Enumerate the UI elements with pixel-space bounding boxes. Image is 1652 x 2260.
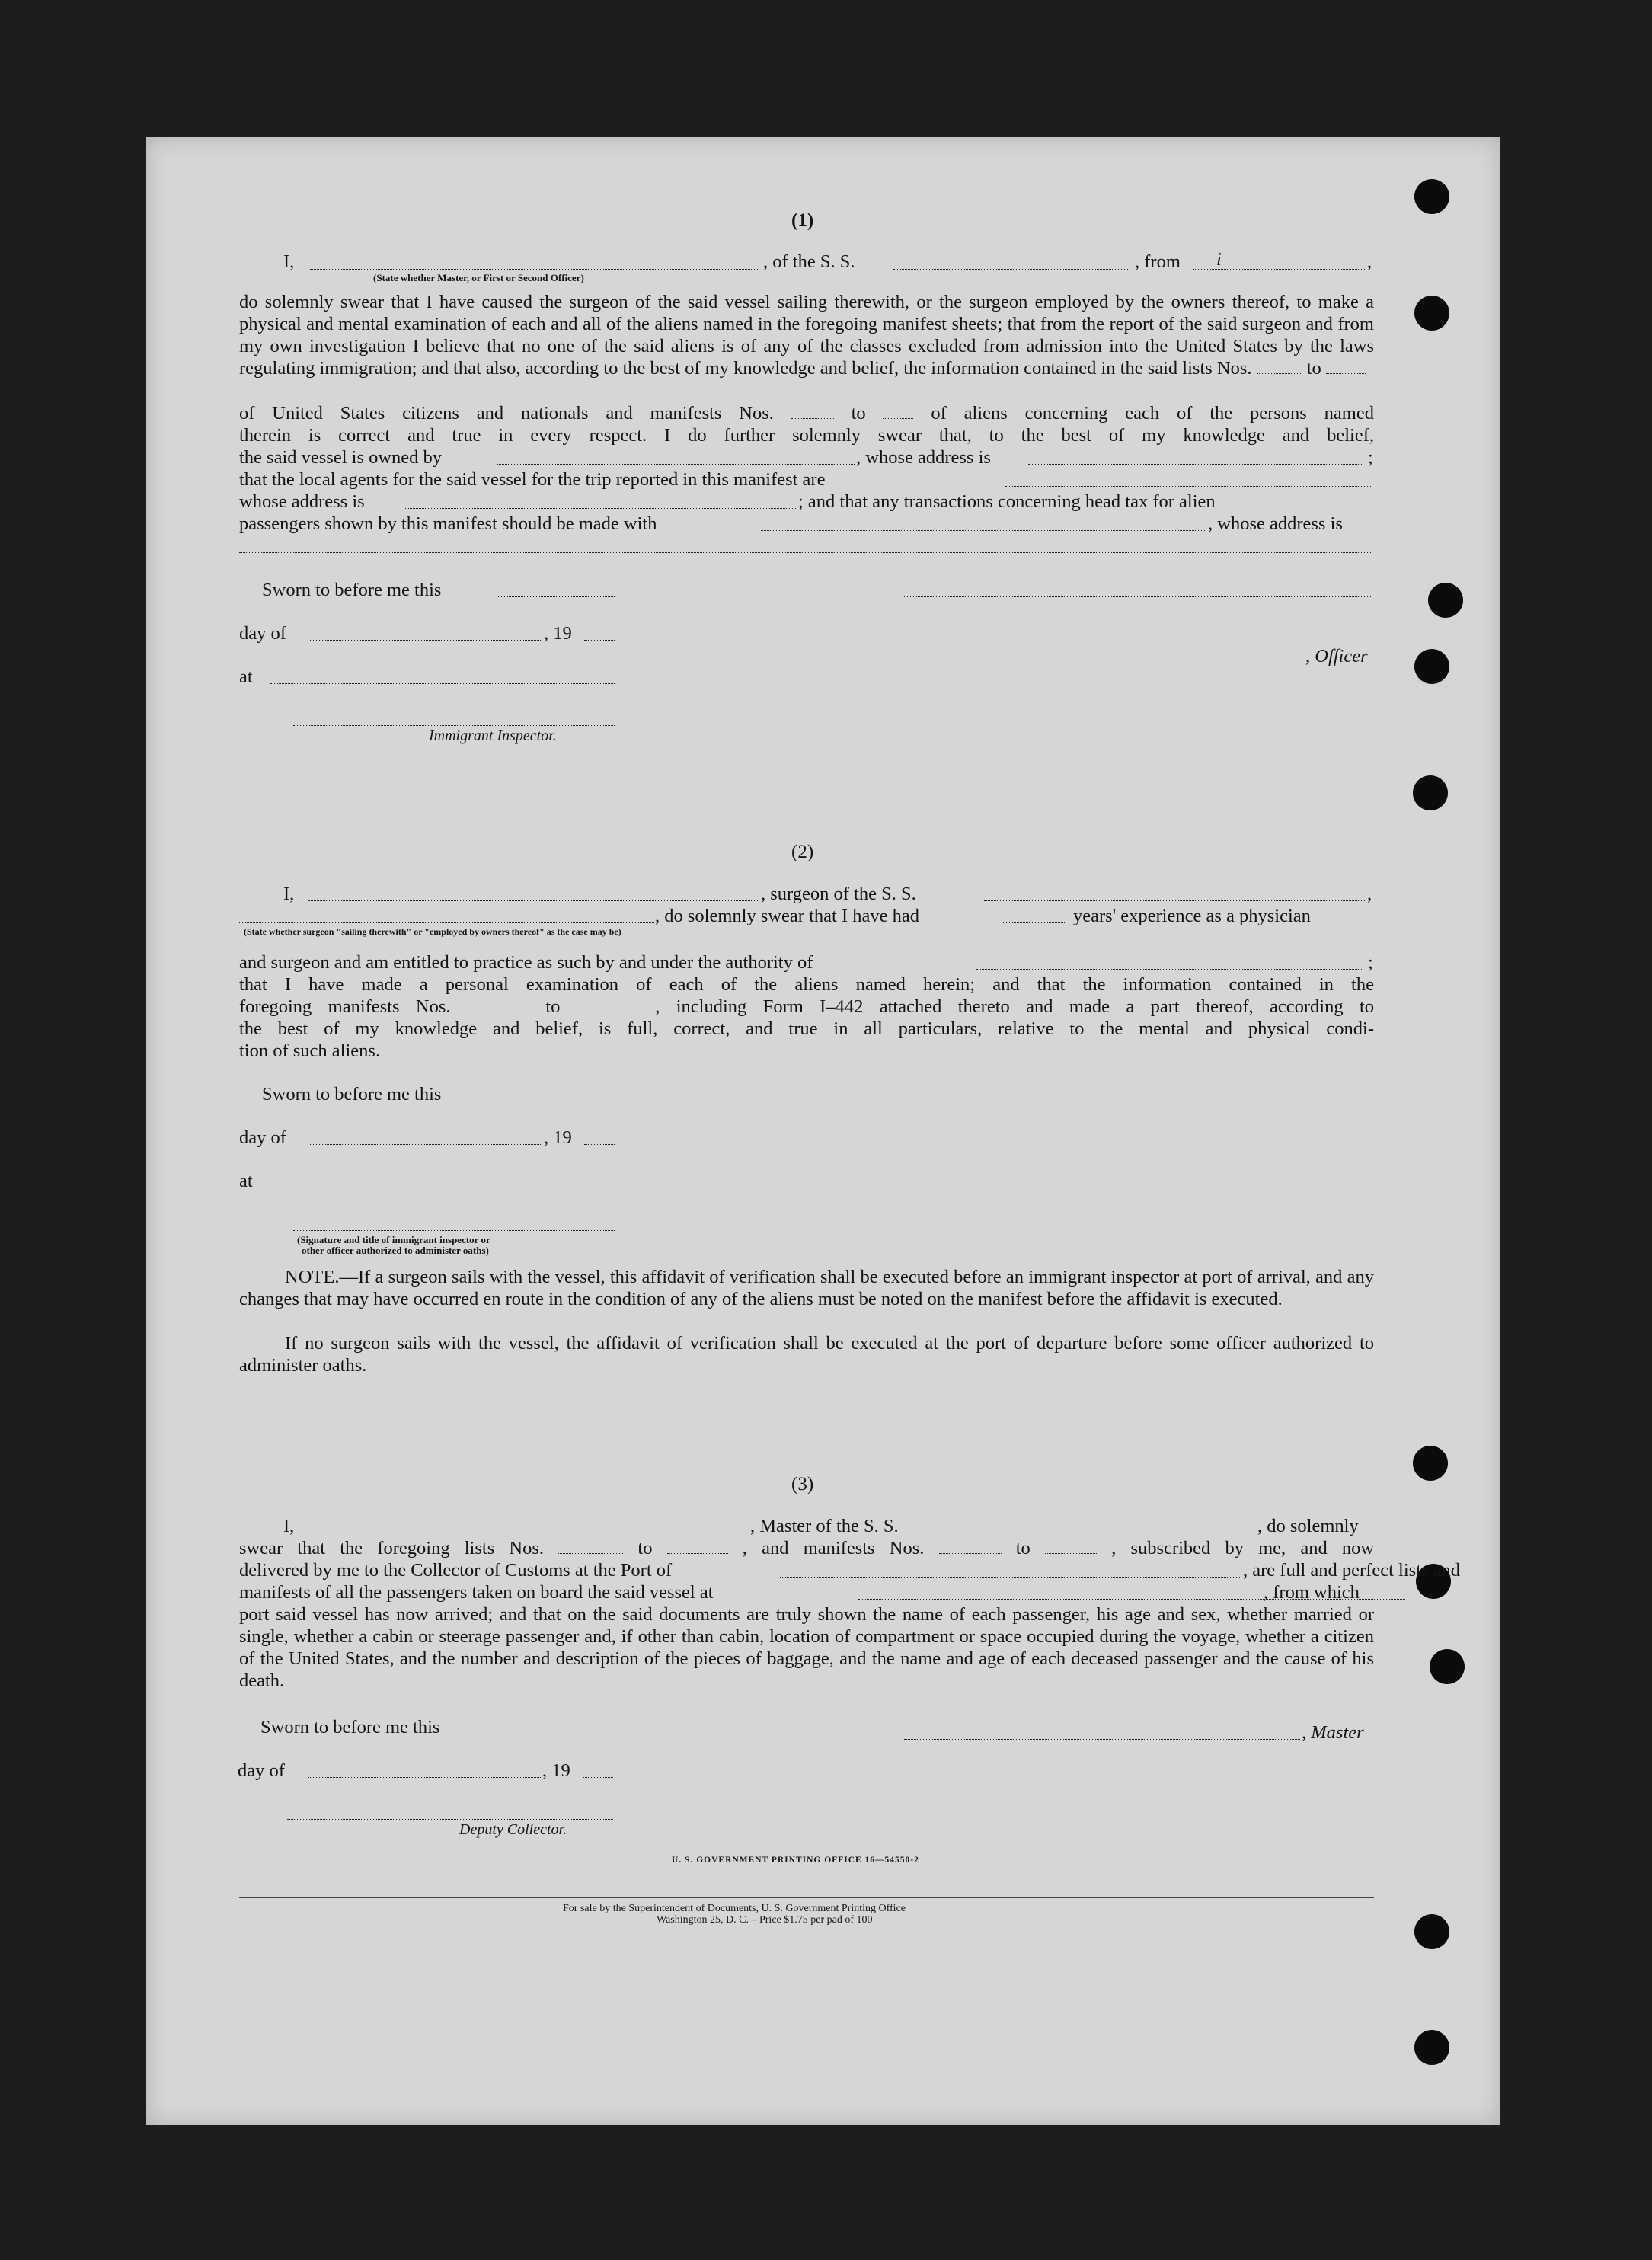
port-of-arrival-field[interactable]: [780, 1577, 1241, 1578]
s3-l2: swear that the foregoing lists Nos. to , and manifests Nos. to , subscribed by me, and now: [239, 1538, 1375, 1558]
section-2-number: (2): [791, 842, 814, 862]
punch-hole: [1413, 775, 1448, 810]
section-1-number: (1): [791, 210, 814, 231]
lists-from-field[interactable]: [1257, 363, 1302, 374]
s1-l6b: ; and that any transactions concerning head tax for alien: [798, 491, 1216, 512]
officer-rank-note: (State whether Master, or First or Second Officer): [373, 272, 584, 283]
s1-l4-end: ;: [1368, 447, 1373, 468]
s2-at: at: [239, 1171, 253, 1191]
s2-inspector-signature-line[interactable]: [293, 1230, 615, 1231]
surgeon-status-field[interactable]: [239, 922, 654, 923]
s2-l4: that I have made a personal examination of each of the aliens named herein; and that the information contained in the: [239, 974, 1374, 995]
s1-l2: of United States citizens and nationals and manifests Nos. to of aliens concerning each of the persons named: [239, 403, 1374, 424]
collector-label: Deputy Collector.: [459, 1821, 567, 1838]
s1-month-field[interactable]: [310, 640, 542, 641]
master-label: , Master: [1302, 1722, 1364, 1743]
s1-sworn: Sworn to before me this: [262, 580, 442, 600]
manifests-from-field[interactable]: [791, 408, 834, 419]
s1-year: , 19: [544, 623, 572, 644]
s3-l4a: manifests of all the passengers taken on board the said vessel at: [239, 1582, 714, 1603]
s1-from: , from: [1135, 251, 1181, 272]
s2-l5: foregoing manifests Nos. to , including Form I–442 attached thereto and made a part thereof, according to: [239, 996, 1375, 1017]
master-signature-line[interactable]: [904, 1739, 1300, 1740]
owner-address-field[interactable]: [1028, 464, 1363, 465]
master-name-field[interactable]: [310, 269, 759, 270]
s1-l4: the said vessel is owned by: [239, 447, 443, 468]
s1-l5: that the local agents for the said vessel for the trip reported in this manifest are: [239, 469, 826, 490]
s1-line1-end: ,: [1367, 251, 1372, 272]
s2-l2a: , do solemnly swear that I have had: [655, 906, 919, 926]
s3-sworn: Sworn to before me this: [260, 1717, 440, 1737]
punch-hole: [1414, 296, 1449, 331]
from-port-field[interactable]: [1193, 269, 1365, 270]
s2-sig-note-2: other officer authorized to administer oaths): [302, 1245, 489, 1256]
s2-sworn: Sworn to before me this: [262, 1084, 442, 1104]
s3-body: port said vessel has now arrived; and that on the said documents are truly shown the name of each passenger, his age and sex, whether married or single, whether a cabin or steerage passenger and, if other than cabin, location of compartment or space occupied during the voyage, whether a citizen of the United States, and the number and description of the pieces of baggage, and the name and age of each deceased passenger and the cause of his death.: [239, 1604, 1374, 1691]
s1-of-ss: , of the S. S.: [763, 251, 855, 272]
s1-l3: therein is correct and true in every respect. I do further solemnly swear that, to the best of my knowledge and belief,: [239, 425, 1374, 446]
s2-manifest-from-field[interactable]: [467, 1001, 529, 1012]
surgeon-note: NOTE.—If a surgeon sails with the vessel, this affidavit of verification shall be executed before an immigrant inspector at port of arrival, and any changes that may have occurred en route in the condition of any of the aliens must be noted on the manifest before the affidavit is executed.: [239, 1267, 1374, 1309]
s2-l3b: ;: [1368, 952, 1373, 973]
s3-manifests-to-field[interactable]: [1045, 1542, 1097, 1554]
s3-i: I,: [283, 1516, 295, 1536]
sale-line-1: For sale by the Superintendent of Documents, U. S. Government Printing Office: [563, 1903, 906, 1914]
s2-manifest-to-field[interactable]: [577, 1001, 639, 1012]
officer-signature-line[interactable]: [904, 596, 1372, 597]
punch-hole: [1413, 1446, 1448, 1481]
s3-l3b: , are full and perfect lists and: [1243, 1560, 1461, 1581]
s3-dayof: day of: [238, 1760, 285, 1781]
s2-year: , 19: [544, 1127, 572, 1148]
s2-l2b: years' experience as a physician: [1073, 906, 1311, 926]
s3-lists-to-field[interactable]: [667, 1542, 728, 1554]
punch-hole: [1414, 1914, 1449, 1949]
agents-field[interactable]: [1005, 486, 1372, 487]
s1-year-field[interactable]: [584, 640, 615, 641]
s1-at: at: [239, 666, 253, 687]
section-3-number: (3): [791, 1474, 814, 1494]
sale-line-2: Washington 25, D. C. – Price $1.75 per pad of 100: [657, 1914, 873, 1926]
agents-address-field[interactable]: [404, 508, 796, 509]
footer-rule: [239, 1897, 1374, 1898]
punch-hole: [1430, 1649, 1465, 1684]
s1-body: do solemnly swear that I have caused the surgeon of the said vessel sailing therewith, or the surgeon employed by the owners thereof, to make a physical and mental examination of each and all of the aliens named in the foregoing manifest sheets; that from the report of the said surgeon and from my own investigation I believe that no one of the said aliens is of any of the classes excluded from admission into the United States by the laws regulating immigration; and that also, according to the best of my knowledge and belief, the information contained in the said lists Nos. to: [239, 292, 1374, 379]
s2-month-field[interactable]: [310, 1144, 542, 1145]
s1-l6a: whose address is: [239, 491, 365, 512]
form-sheet: [146, 137, 1500, 2125]
punch-hole: [1414, 179, 1449, 214]
surgeon-status-note: (State whether surgeon "sailing therewith" or "employed by owners thereof" as the case may be): [244, 926, 621, 937]
practice-authority-field[interactable]: [976, 969, 1363, 970]
s3-master-of: , Master of the S. S.: [750, 1516, 899, 1536]
officer-label: , Officer: [1305, 646, 1368, 666]
punch-hole: [1428, 583, 1463, 618]
s1-l4-whose: , whose address is: [856, 447, 991, 468]
s2-i: I,: [283, 884, 295, 904]
no-surgeon-note: If no surgeon sails with the vessel, the affidavit of verification shall be executed at the port of departure before some officer authorized to administer oaths.: [239, 1333, 1374, 1376]
from-handwritten-value: i: [1216, 249, 1222, 270]
owner-field[interactable]: [497, 464, 855, 465]
inspector-signature-line[interactable]: [293, 725, 615, 726]
s3-year-field[interactable]: [583, 1777, 613, 1778]
manifests-to-field[interactable]: [883, 408, 913, 419]
lists-to-field[interactable]: [1326, 363, 1366, 374]
s1-line1: I,: [283, 251, 295, 272]
s1-dayof: day of: [239, 623, 286, 644]
punch-hole: [1414, 2030, 1449, 2065]
s1-l7a: passengers shown by this manifest should be made with: [239, 513, 657, 534]
s3-lists-from-field[interactable]: [558, 1542, 623, 1554]
head-tax-address-field[interactable]: [239, 552, 1372, 553]
s3-month-field[interactable]: [308, 1777, 541, 1778]
years-experience-field[interactable]: [1002, 922, 1066, 923]
s3-l4b: , from which: [1264, 1582, 1360, 1603]
s1-l7b: , whose address is: [1208, 513, 1343, 534]
s2-dayof: day of: [239, 1127, 286, 1148]
s3-year: , 19: [542, 1760, 570, 1781]
s2-sig-note-1: (Signature and title of immigrant inspector or: [297, 1234, 490, 1245]
inspector-label: Immigrant Inspector.: [429, 727, 557, 744]
s2-l1-end: ,: [1367, 884, 1372, 904]
s2-vessel-field[interactable]: [984, 900, 1365, 901]
collector-signature-line[interactable]: [287, 1819, 613, 1820]
surgeon-name-field[interactable]: [308, 900, 759, 901]
punch-hole: [1414, 649, 1449, 684]
s1-place-field[interactable]: [270, 683, 615, 684]
s3-l1c: , do solemnly: [1257, 1516, 1359, 1536]
s2-l6: the best of my knowledge and belief, is full, correct, and true in all particulars, relative to the mental and physical condi-: [239, 1018, 1374, 1039]
s3-l3a: delivered by me to the Collector of Customs at the Port of: [239, 1560, 673, 1581]
printing-office-line: U. S. GOVERNMENT PRINTING OFFICE 16—54550-2: [672, 1856, 919, 1865]
head-tax-party-field[interactable]: [761, 530, 1206, 531]
s3-manifests-from-field[interactable]: [939, 1542, 1002, 1554]
vessel-name-field[interactable]: [893, 269, 1128, 270]
s2-year-field[interactable]: [584, 1144, 615, 1145]
s2-l3a: and surgeon and am entitled to practice as such by and under the authority of: [239, 952, 813, 973]
s2-l7: tion of such aliens.: [239, 1040, 381, 1061]
s2-surgeon-of: , surgeon of the S. S.: [761, 884, 916, 904]
s1-sworn-date-field[interactable]: [497, 596, 615, 597]
